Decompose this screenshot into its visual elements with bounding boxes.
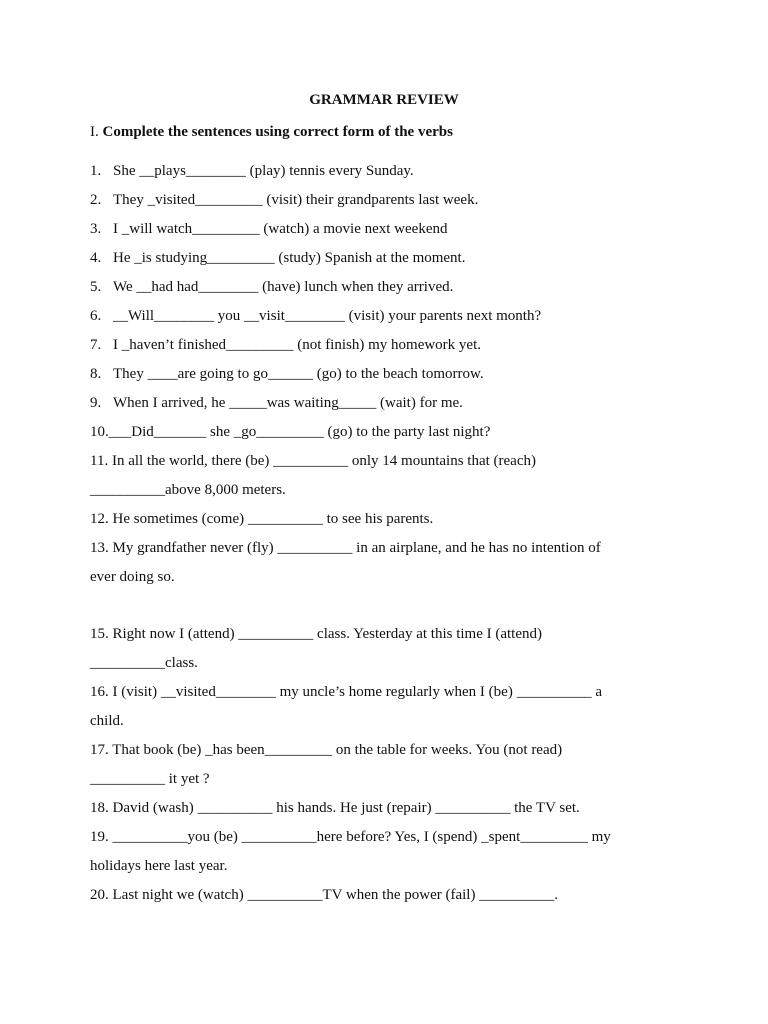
list-item xyxy=(90,364,670,384)
item-number: 3. xyxy=(90,221,102,237)
item-text: When I arrived, he _____was waiting_____ (wait) for me. xyxy=(113,395,463,411)
item-number: 4. xyxy=(90,250,102,266)
item-number: 7. xyxy=(90,337,102,353)
text-line: __________ it yet ? xyxy=(90,771,210,787)
text-line: child. xyxy=(90,713,124,729)
list-item xyxy=(90,393,670,413)
section-heading xyxy=(90,124,453,141)
item-text: She __plays________ (play) tennis every Sunday. xyxy=(113,163,414,179)
item-text: They _visited_________ (visit) their grandparents last week. xyxy=(113,192,479,208)
list-item xyxy=(90,190,670,210)
list-item xyxy=(90,219,670,239)
item-text: __Will________ you __visit________ (visit) your parents next month? xyxy=(113,308,542,324)
text-line: 10.___Did_______ she _go_________ (go) to the party last night? xyxy=(90,424,491,440)
item-number: 6. xyxy=(90,308,102,324)
page-title: GRAMMAR REVIEW xyxy=(309,92,459,108)
text-line: 19. __________you (be) __________here before? Yes, I (spend) _spent_________ my xyxy=(90,829,611,845)
item-text: He _is studying_________ (study) Spanish at the moment. xyxy=(113,250,466,266)
text-line: 11. In all the world, there (be) __________ only 14 mountains that (reach) xyxy=(90,453,536,469)
list-item xyxy=(90,306,670,326)
item-text: They ____are going to go______ (go) to the beach tomorrow. xyxy=(113,366,484,382)
item-number: 8. xyxy=(90,366,102,382)
list-item xyxy=(90,277,670,297)
text-line: holidays here last year. xyxy=(90,858,228,874)
text-line: 17. That book (be) _has been_________ on the table for weeks. You (not read) xyxy=(90,742,563,758)
text-line: 15. Right now I (attend) __________ class. Yesterday at this time I (attend) xyxy=(90,626,543,642)
section-heading-text: Complete the sentences using correct form of the verbs xyxy=(102,124,453,140)
list-item xyxy=(90,248,670,268)
list-item xyxy=(90,335,670,355)
text-line: 20. Last night we (watch) __________TV when the power (fail) __________. xyxy=(90,887,558,903)
text-line: __________above 8,000 meters. xyxy=(90,482,286,498)
text-line: 18. David (wash) __________ his hands. He just (repair) __________ the TV set. xyxy=(90,800,580,816)
item-number: 5. xyxy=(90,279,102,295)
text-line: 12. He sometimes (come) __________ to see his parents. xyxy=(90,511,434,527)
text-line: __________class. xyxy=(90,655,198,671)
item-text: We __had had________ (have) lunch when they arrived. xyxy=(113,279,454,295)
list-item xyxy=(90,161,670,181)
text-line: 16. I (visit) __visited________ my uncle’s home regularly when I (be) __________ a xyxy=(90,684,602,700)
section-number: I. xyxy=(90,124,99,140)
text-line: 13. My grandfather never (fly) __________ in an airplane, and he has no intention of xyxy=(90,540,601,556)
text-line: ever doing so. xyxy=(90,569,175,585)
item-number: 1. xyxy=(90,163,102,179)
item-text: I _haven’t finished_________ (not finish) my homework yet. xyxy=(113,337,481,353)
item-number: 2. xyxy=(90,192,102,208)
item-number: 9. xyxy=(90,395,102,411)
item-text: I _will watch_________ (watch) a movie next weekend xyxy=(113,221,448,237)
